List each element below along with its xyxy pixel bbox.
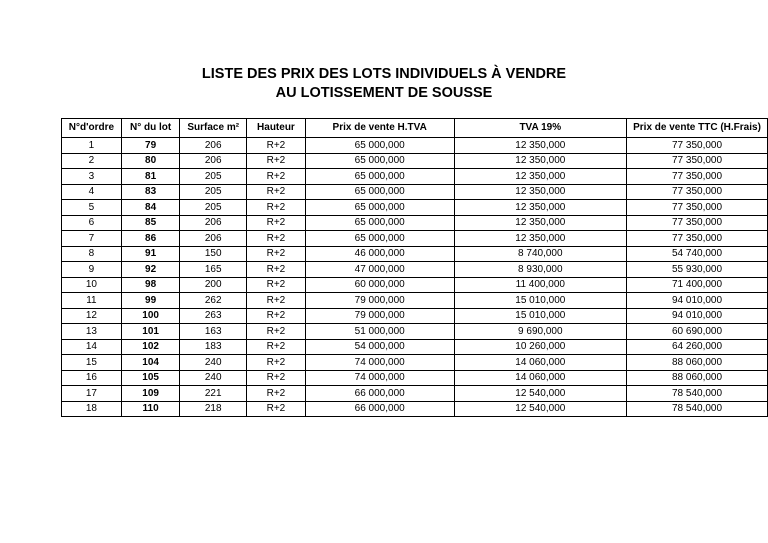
price-incl-vat-cell: 88 060,000 [627, 370, 768, 386]
vat-cell: 12 350,000 [454, 138, 626, 154]
price-incl-vat-cell: 64 260,000 [627, 339, 768, 355]
order-number-cell: 2 [62, 153, 122, 169]
lot-number-cell: 98 [121, 277, 180, 293]
order-number-cell: 13 [62, 324, 122, 340]
lot-number-cell: 86 [121, 231, 180, 247]
price-excl-vat-cell: 65 000,000 [305, 231, 454, 247]
table-row [62, 386, 768, 402]
vat-cell: 15 010,000 [454, 308, 626, 324]
header-lot-number: N° du lot [121, 119, 180, 138]
order-number-cell: 8 [62, 246, 122, 262]
header-surface: Surface m² [180, 119, 247, 138]
price-table [61, 118, 768, 417]
table-row [62, 138, 768, 154]
table-row [62, 200, 768, 216]
height-cell: R+2 [247, 370, 306, 386]
price-incl-vat-cell: 77 350,000 [627, 184, 768, 200]
table-row [62, 184, 768, 200]
lot-number-cell: 79 [121, 138, 180, 154]
price-incl-vat-cell: 55 930,000 [627, 262, 768, 278]
surface-cell: 165 [180, 262, 247, 278]
order-number-cell: 6 [62, 215, 122, 231]
header-vat: TVA 19% [454, 119, 626, 138]
header-height: Hauteur [247, 119, 306, 138]
price-excl-vat-cell: 74 000,000 [305, 370, 454, 386]
price-excl-vat-cell: 65 000,000 [305, 153, 454, 169]
price-excl-vat-cell: 46 000,000 [305, 246, 454, 262]
table-row [62, 231, 768, 247]
lot-number-cell: 85 [121, 215, 180, 231]
lot-number-cell: 84 [121, 200, 180, 216]
height-cell: R+2 [247, 401, 306, 417]
surface-cell: 240 [180, 370, 247, 386]
lot-number-cell: 99 [121, 293, 180, 309]
lot-number-cell: 110 [121, 401, 180, 417]
price-excl-vat-cell: 66 000,000 [305, 386, 454, 402]
order-number-cell: 7 [62, 231, 122, 247]
order-number-cell: 14 [62, 339, 122, 355]
vat-cell: 12 350,000 [454, 184, 626, 200]
table-row [62, 324, 768, 340]
order-number-cell: 18 [62, 401, 122, 417]
price-incl-vat-cell: 88 060,000 [627, 355, 768, 371]
lot-number-cell: 102 [121, 339, 180, 355]
surface-cell: 206 [180, 153, 247, 169]
lot-number-cell: 109 [121, 386, 180, 402]
surface-cell: 221 [180, 386, 247, 402]
price-incl-vat-cell: 77 350,000 [627, 231, 768, 247]
lot-number-cell: 83 [121, 184, 180, 200]
table-row [62, 262, 768, 278]
table-row [62, 153, 768, 169]
table-row [62, 277, 768, 293]
order-number-cell: 5 [62, 200, 122, 216]
price-incl-vat-cell: 94 010,000 [627, 308, 768, 324]
vat-cell: 9 690,000 [454, 324, 626, 340]
order-number-cell: 4 [62, 184, 122, 200]
surface-cell: 206 [180, 231, 247, 247]
height-cell: R+2 [247, 200, 306, 216]
lot-number-cell: 81 [121, 169, 180, 185]
price-excl-vat-cell: 47 000,000 [305, 262, 454, 278]
surface-cell: 206 [180, 215, 247, 231]
price-excl-vat-cell: 65 000,000 [305, 138, 454, 154]
table-header-row [62, 119, 768, 138]
vat-cell: 12 350,000 [454, 215, 626, 231]
header-price-excl-vat: Prix de vente H.TVA [305, 119, 454, 138]
vat-cell: 12 350,000 [454, 200, 626, 216]
vat-cell: 8 930,000 [454, 262, 626, 278]
height-cell: R+2 [247, 231, 306, 247]
surface-cell: 262 [180, 293, 247, 309]
height-cell: R+2 [247, 386, 306, 402]
order-number-cell: 9 [62, 262, 122, 278]
vat-cell: 11 400,000 [454, 277, 626, 293]
lot-number-cell: 80 [121, 153, 180, 169]
table-row [62, 215, 768, 231]
price-incl-vat-cell: 60 690,000 [627, 324, 768, 340]
price-excl-vat-cell: 79 000,000 [305, 308, 454, 324]
price-incl-vat-cell: 77 350,000 [627, 215, 768, 231]
height-cell: R+2 [247, 153, 306, 169]
table-row [62, 246, 768, 262]
table-row [62, 339, 768, 355]
price-excl-vat-cell: 65 000,000 [305, 169, 454, 185]
lot-number-cell: 105 [121, 370, 180, 386]
price-excl-vat-cell: 79 000,000 [305, 293, 454, 309]
order-number-cell: 15 [62, 355, 122, 371]
header-order-number: N°d'ordre [62, 119, 122, 138]
surface-cell: 206 [180, 138, 247, 154]
height-cell: R+2 [247, 169, 306, 185]
price-excl-vat-cell: 65 000,000 [305, 215, 454, 231]
table-body [62, 138, 768, 417]
price-incl-vat-cell: 77 350,000 [627, 138, 768, 154]
header-price-incl-vat: Prix de vente TTC (H.Frais) [627, 119, 768, 138]
height-cell: R+2 [247, 138, 306, 154]
height-cell: R+2 [247, 339, 306, 355]
order-number-cell: 17 [62, 386, 122, 402]
surface-cell: 183 [180, 339, 247, 355]
surface-cell: 218 [180, 401, 247, 417]
vat-cell: 14 060,000 [454, 370, 626, 386]
surface-cell: 150 [180, 246, 247, 262]
lot-number-cell: 92 [121, 262, 180, 278]
price-incl-vat-cell: 77 350,000 [627, 169, 768, 185]
lot-number-cell: 91 [121, 246, 180, 262]
order-number-cell: 10 [62, 277, 122, 293]
order-number-cell: 16 [62, 370, 122, 386]
table-row [62, 355, 768, 371]
price-incl-vat-cell: 78 540,000 [627, 386, 768, 402]
price-excl-vat-cell: 74 000,000 [305, 355, 454, 371]
table-row [62, 401, 768, 417]
order-number-cell: 3 [62, 169, 122, 185]
price-excl-vat-cell: 66 000,000 [305, 401, 454, 417]
vat-cell: 15 010,000 [454, 293, 626, 309]
table-row [62, 370, 768, 386]
height-cell: R+2 [247, 215, 306, 231]
surface-cell: 263 [180, 308, 247, 324]
height-cell: R+2 [247, 293, 306, 309]
table-row [62, 293, 768, 309]
document-title-line2: AU LOTISSEMENT DE SOUSSE [275, 85, 493, 101]
lot-number-cell: 101 [121, 324, 180, 340]
price-excl-vat-cell: 60 000,000 [305, 277, 454, 293]
price-incl-vat-cell: 77 350,000 [627, 153, 768, 169]
height-cell: R+2 [247, 262, 306, 278]
vat-cell: 12 350,000 [454, 153, 626, 169]
order-number-cell: 1 [62, 138, 122, 154]
vat-cell: 14 060,000 [454, 355, 626, 371]
price-incl-vat-cell: 54 740,000 [627, 246, 768, 262]
price-incl-vat-cell: 78 540,000 [627, 401, 768, 417]
vat-cell: 12 540,000 [454, 401, 626, 417]
lot-number-cell: 104 [121, 355, 180, 371]
table-row [62, 169, 768, 185]
vat-cell: 10 260,000 [454, 339, 626, 355]
surface-cell: 163 [180, 324, 247, 340]
lot-number-cell: 100 [121, 308, 180, 324]
height-cell: R+2 [247, 246, 306, 262]
surface-cell: 200 [180, 277, 247, 293]
height-cell: R+2 [247, 277, 306, 293]
order-number-cell: 11 [62, 293, 122, 309]
order-number-cell: 12 [62, 308, 122, 324]
price-incl-vat-cell: 94 010,000 [627, 293, 768, 309]
vat-cell: 12 350,000 [454, 231, 626, 247]
price-incl-vat-cell: 71 400,000 [627, 277, 768, 293]
price-excl-vat-cell: 54 000,000 [305, 339, 454, 355]
price-excl-vat-cell: 65 000,000 [305, 184, 454, 200]
height-cell: R+2 [247, 355, 306, 371]
price-incl-vat-cell: 77 350,000 [627, 200, 768, 216]
vat-cell: 12 350,000 [454, 169, 626, 185]
vat-cell: 8 740,000 [454, 246, 626, 262]
table-row [62, 308, 768, 324]
surface-cell: 205 [180, 200, 247, 216]
surface-cell: 205 [180, 169, 247, 185]
price-excl-vat-cell: 65 000,000 [305, 200, 454, 216]
vat-cell: 12 540,000 [454, 386, 626, 402]
price-excl-vat-cell: 51 000,000 [305, 324, 454, 340]
height-cell: R+2 [247, 308, 306, 324]
surface-cell: 240 [180, 355, 247, 371]
document-title-line1: LISTE DES PRIX DES LOTS INDIVIDUELS À VENDRE [201, 66, 567, 82]
height-cell: R+2 [247, 324, 306, 340]
height-cell: R+2 [247, 184, 306, 200]
surface-cell: 205 [180, 184, 247, 200]
